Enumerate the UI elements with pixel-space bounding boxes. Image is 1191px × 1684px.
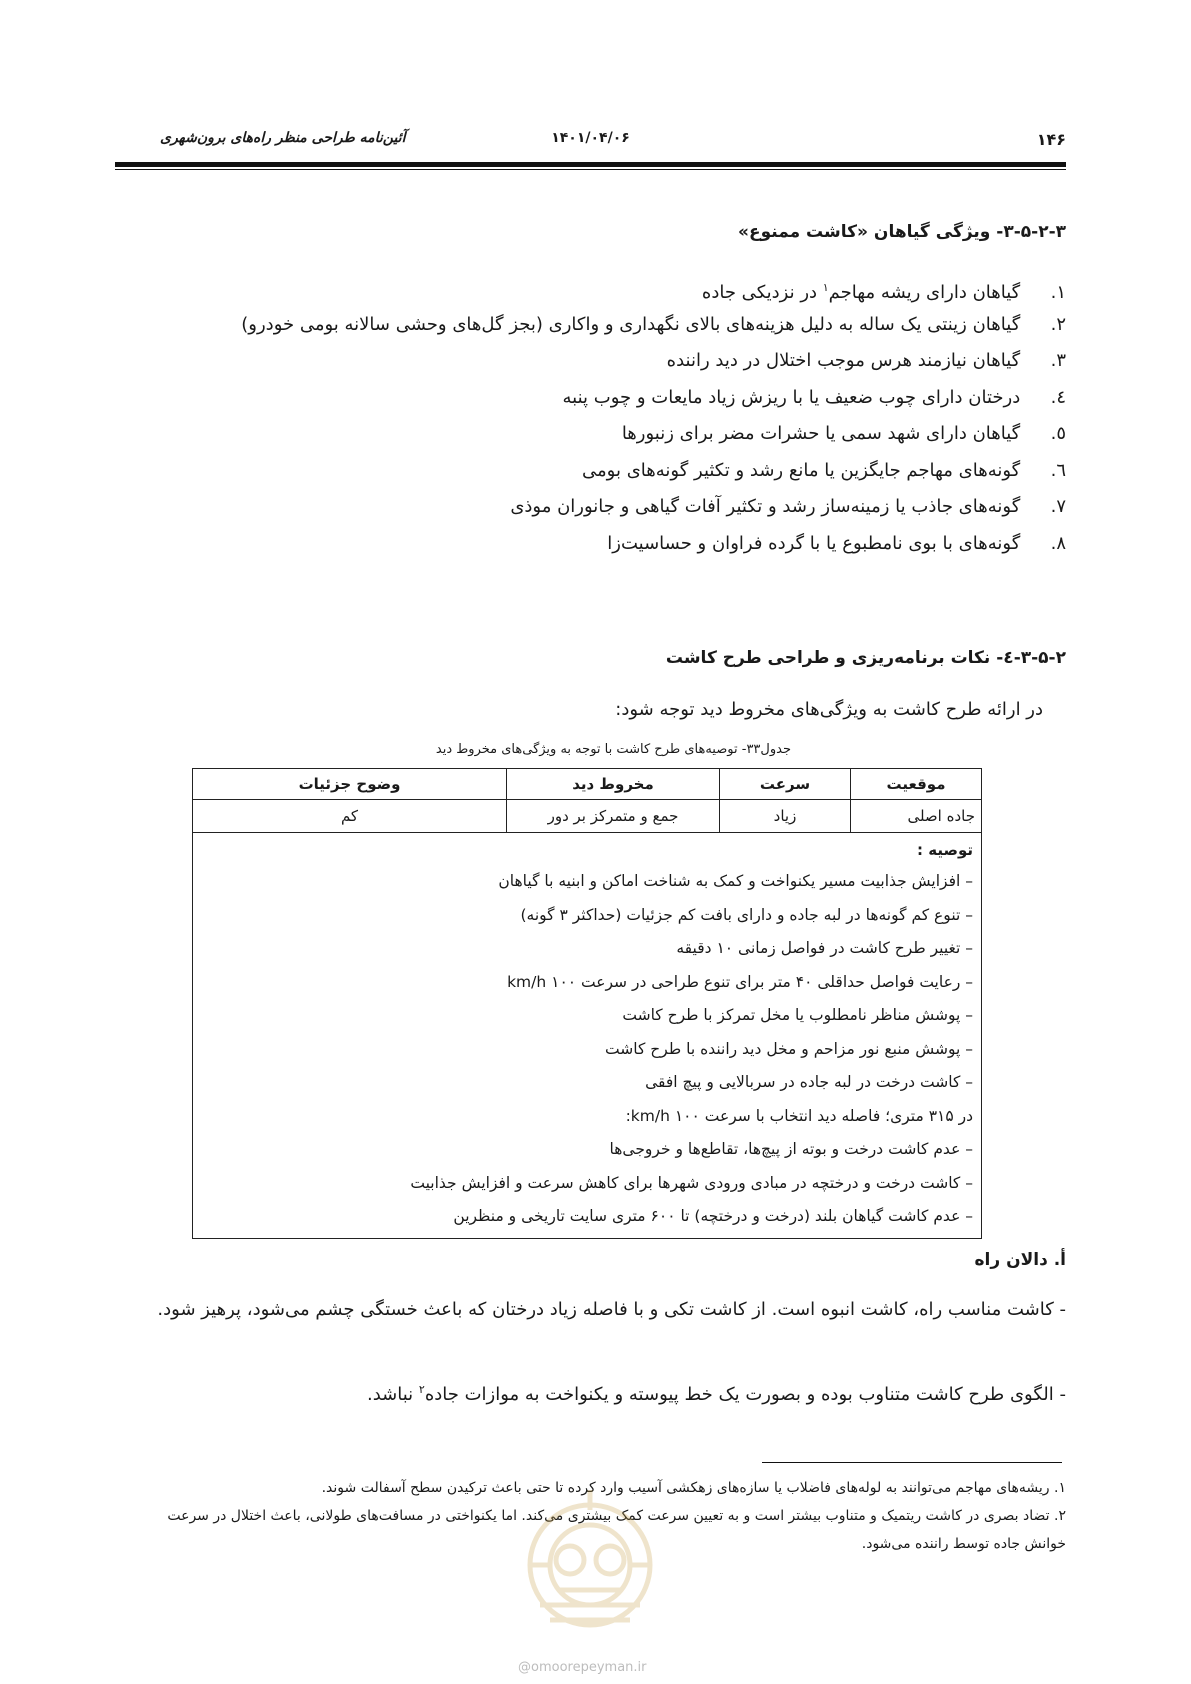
list-item: ٦. گونه‌های مهاجم جایگزین یا مانع رشد و تکثیر گونه‌های بومی: [582, 459, 1066, 481]
footnote-ref[interactable]: ۲: [418, 1383, 425, 1396]
table-header-row: [193, 769, 982, 800]
col-header-speed: سرعت: [720, 769, 851, 800]
recommendation-line: در ۳۱۵ متری؛ فاصله دید انتخاب با سرعت ۱۰۰ km/h:: [625, 1106, 973, 1125]
cell-location: جاده اصلی: [851, 800, 982, 833]
col-header-location: موقعیت: [851, 769, 982, 800]
header-date: ۱۴۰۱/۰۴/۰۶: [551, 130, 630, 146]
list-item: ۸. گونه‌های با بوی نامطبوع یا با گرده فراوان و حساسیت‌زا: [607, 532, 1066, 554]
list-item: ۲. گیاهان زینتی یک ساله به دلیل هزینه‌های بالای نگهداری و واکاری (بجز گل‌های وحشی سالانه بومی خودرو): [241, 313, 1066, 335]
list-item: ۳. گیاهان نیازمند هرس موجب اختلال در دید راننده: [666, 350, 1066, 371]
recommendation-cell: [193, 833, 982, 1239]
header-title: آئین‌نامه طراحی منظر راه‌های برون‌شهری: [160, 130, 406, 146]
recommendation-line: – تغییر طرح کاشت در فواصل زمانی ۱۰ دقیقه: [676, 939, 973, 957]
footnote-ref[interactable]: ۱: [822, 281, 829, 294]
cell-detail-clarity: کم: [193, 800, 507, 833]
recommendation-row: [193, 833, 982, 1239]
header-rule-thick: [115, 162, 1066, 167]
recommendation-line: – تنوع کم گونه‌ها در لبه جاده و دارای بافت کم جزئیات (حداکثر ۳ گونه): [520, 905, 973, 924]
section-intro: در ارائه طرح کاشت به ویژگی‌های مخروط دید توجه شود:: [615, 699, 1043, 720]
table-caption: جدول۳۳- توصیه‌های طرح کاشت با توجه به ویژگی‌های مخروط دید: [435, 742, 791, 757]
recommendation-line: – پوشش منبع نور مزاحم و مخل دید راننده با طرح کاشت: [605, 1039, 973, 1058]
recommendation-title: توصیه :: [917, 841, 973, 859]
recommendation-line: – کاشت درخت در لبه جاده در سربالایی و پیچ افقی: [645, 1073, 973, 1091]
recommendation-line: – عدم کاشت درخت و بوته از پیچ‌ها، تقاطع‌ها و خروجی‌ها: [609, 1140, 973, 1158]
table-row: [193, 800, 982, 833]
footnote-1: ۱. ریشه‌های مهاجم می‌توانند به لوله‌های فاضلاب یا سازه‌های زهکشی آسیب وارد کرده تا حتی باعث ترکیدن سطح آسفالت شوند.: [321, 1480, 1066, 1496]
cell-vision-cone: جمع و متمرکز بر دور: [507, 800, 720, 833]
list-item: ۱. گیاهان دارای ریشه مهاجم$^۱$ در نزدیکی جاده: [701, 281, 1066, 303]
cell-speed: زیاد: [720, 800, 851, 833]
section-heading-planting-design: ۳-۵-۲-٤- نکات برنامه‌ریزی و طراحی طرح کاشت: [665, 648, 1066, 668]
recommendation-line: – پوشش مناظر نامطلوب یا مخل تمرکز با طرح کاشت: [622, 1006, 973, 1024]
corridor-paragraph-1: - کاشت مناسب راه، کاشت انبوه است. از کاشت تکی و با فاصله زیاد درختان که باعث خستگی چشم می‌شود، پرهیز شود.: [157, 1299, 1066, 1320]
col-header-detail-clarity: وضوح جزئیات: [193, 769, 507, 800]
vision-cone-table: [192, 768, 982, 1239]
header-rule-thin: [115, 169, 1066, 170]
section-heading-prohibited-plants: ۳-۵-۲-۳- ویژگی گیاهان «کاشت ممنوع»: [738, 222, 1066, 242]
prohibited-plants-list: [106, 270, 1066, 562]
running-header: [115, 130, 1066, 154]
recommendation-line: – رعایت فواصل حداقلی ۴۰ متر برای تنوع طراحی در سرعت ۱۰۰ km/h: [507, 972, 973, 991]
recommendation-line: – افزایش جذابیت مسیر یکنواخت و کمک به شناخت اماکن و ابنیه با گیاهان: [498, 872, 973, 890]
list-item: ٥. گیاهان دارای شهد سمی یا حشرات مضر برای زنبورها: [621, 423, 1066, 444]
recommendation-line: – عدم کاشت گیاهان بلند (درخت و درختچه) تا ۶۰۰ متری سایت تاریخی و منظرین: [453, 1207, 973, 1225]
gear-seal-logo-icon: [500, 1470, 680, 1650]
col-header-vision-cone: مخروط دید: [507, 769, 720, 800]
footnote-separator: [762, 1462, 1062, 1463]
recommendation-line: – کاشت درخت و درختچه در مبادی ورودی شهرها برای کاهش سرعت و افزایش جذابیت: [410, 1173, 973, 1192]
list-item: ۷. گونه‌های جاذب یا زمینه‌ساز رشد و تکثیر آفات گیاهی و جانوران موذی: [510, 496, 1066, 517]
page-number: ۱۴۶: [1036, 130, 1066, 149]
watermark-url: @omoorepeyman.ir: [518, 1660, 647, 1675]
list-item: ٤. درختان دارای چوب ضعیف یا با ریزش زیاد مایعات و چوب پنبه: [562, 386, 1066, 408]
footnote-2: ۲. تضاد بصری در کاشت ریتمیک و متناوب بیشتر است و به تعیین سرعت کمک بیشتری می‌کند. اما یکنواختی در مسافت‌های طولانی، باعث اختلال در سرعت خوانش جاده توسط راننده می‌شود.: [167, 1508, 1066, 1552]
corridor-paragraph-2: - الگوی طرح کاشت متناوب بوده و بصورت یک خط پیوسته و یکنواخت به موازات جاده$^۲$ نباشد.: [367, 1383, 1066, 1405]
corridor-heading: أ. دالان راه: [974, 1250, 1066, 1270]
